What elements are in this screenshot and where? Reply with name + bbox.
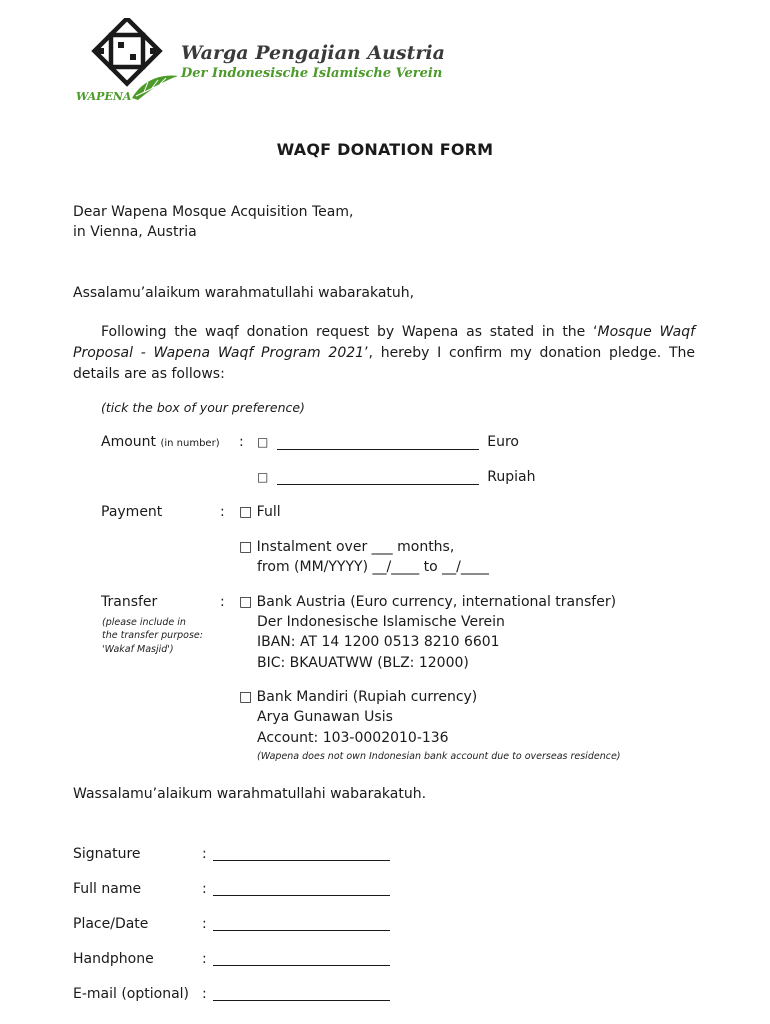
logo-text: WAPENA [76, 90, 132, 103]
bank-austria-bic: BIC: BKAUATWW (BLZ: 12000) [257, 655, 469, 671]
amount-euro-row[interactable] [257, 434, 519, 450]
bank-austria-iban: IBAN: AT 14 1200 0513 8210 6601 [257, 634, 500, 650]
bank-mandiri-account: Account: 103-0002010-136 [257, 730, 449, 746]
greeting: Assalamu’alaikum warahmatullahi wabarakatuh, [73, 285, 415, 301]
transfer-note-2: the transfer purpose: [102, 630, 203, 641]
handphone-colon: : [202, 951, 207, 967]
handphone-label: Handphone [73, 951, 154, 967]
amount-rupiah-row[interactable] [257, 469, 535, 485]
email-colon: : [202, 986, 207, 1002]
place-date-colon: : [202, 916, 207, 932]
amount-colon: : [239, 434, 244, 450]
program-name: Mosque Waqf Proposal - Wapena Waqf Program 2021 [73, 324, 696, 361]
place-date-label: Place/Date [73, 916, 149, 932]
bank-austria-holder: Der Indonesische Islamische Verein [257, 614, 505, 630]
payment-instalment-period[interactable]: from (MM/YYYY) __/____ to __/____ [257, 559, 489, 575]
amount-label [101, 434, 220, 450]
page-title: WAQF DONATION FORM [276, 140, 494, 159]
bank-austria-option[interactable]: □ Bank Austria (Euro currency, international transfer) [239, 594, 617, 610]
euro-label: Euro [487, 434, 519, 450]
salutation-line-2: in Vienna, Austria [73, 224, 197, 240]
salutation-line-1: Dear Wapena Mosque Acquisition Team, [73, 204, 354, 220]
signature-colon: : [202, 846, 207, 862]
rupiah-label: Rupiah [487, 469, 536, 485]
full-name-colon: : [202, 881, 207, 897]
transfer-colon: : [220, 594, 225, 610]
rupiah-checkbox[interactable]: □ [257, 470, 269, 484]
payment-instalment-option[interactable]: □ Instalment over ___ months, [239, 539, 455, 555]
wapena-logo [74, 18, 184, 104]
transfer-note-3: 'Wakaf Masjid') [102, 644, 174, 655]
org-subtitle: Der Indonesische Islamische Verein [181, 66, 443, 81]
euro-checkbox[interactable]: □ [257, 435, 269, 449]
amount-label-text: Amount [101, 434, 157, 450]
place-date-line[interactable] [213, 916, 390, 931]
body-text-after: ’, hereby I confirm my donation pledge. The details are as follows: [73, 345, 695, 382]
email-line[interactable] [213, 986, 390, 1001]
closing: Wassalamu’alaikum warahmatullahi wabarakatuh. [73, 786, 427, 802]
bank-mandiri-option[interactable]: □ Bank Mandiri (Rupiah currency) [239, 689, 478, 705]
handphone-line[interactable] [213, 951, 390, 966]
email-label: E-mail (optional) [73, 986, 190, 1002]
transfer-note-1: (please include in [102, 617, 186, 628]
org-name: Warga Pengajian Austria [181, 42, 445, 64]
euro-amount-line[interactable] [277, 435, 479, 450]
body-text-before: Following the waqf donation request by Wapena as stated in the ‘ [101, 324, 598, 340]
signature-label: Signature [73, 846, 141, 862]
full-name-label: Full name [73, 881, 142, 897]
payment-full-option[interactable]: □ Full [239, 504, 281, 520]
full-name-line[interactable] [213, 881, 390, 896]
transfer-label: Transfer [101, 594, 158, 610]
payment-colon: : [220, 504, 225, 520]
bank-mandiri-note: (Wapena does not own Indonesian bank account due to overseas residence) [257, 751, 621, 762]
signature-line[interactable] [213, 846, 390, 861]
amount-label-note: (in number) [160, 438, 220, 449]
instruction: (tick the box of your preference) [101, 400, 305, 415]
bank-mandiri-holder: Arya Gunawan Usis [257, 709, 393, 725]
payment-label: Payment [101, 504, 163, 520]
body-paragraph [73, 322, 695, 385]
rupiah-amount-line[interactable] [277, 470, 479, 485]
